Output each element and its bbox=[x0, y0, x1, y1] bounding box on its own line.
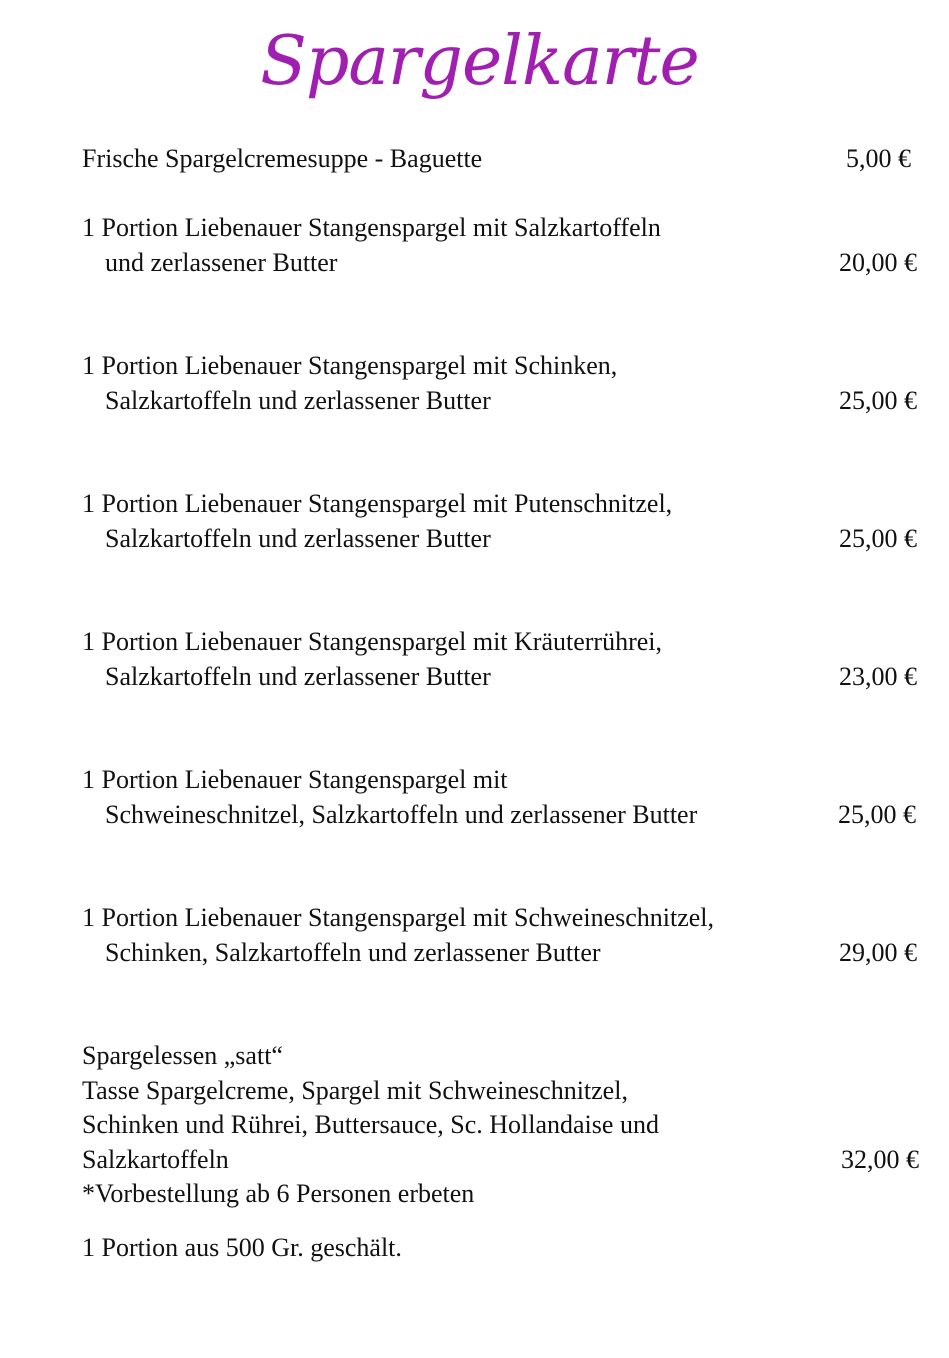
menu-item-2-line-2: Salzkartoffeln und zerlassener Butter bbox=[105, 386, 491, 415]
menu-item-soup-line: Frische Spargelcremesuppe - Baguette bbox=[82, 144, 483, 173]
menu-item-satt-heading: Spargelessen „satt“ bbox=[82, 1041, 283, 1070]
menu-item-satt-desc-1: Tasse Spargelcreme, Spargel mit Schweineschnitzel, bbox=[82, 1076, 628, 1105]
menu-item-4-line-1: 1 Portion Liebenauer Stangenspargel mit Kräuterrührei, bbox=[82, 627, 663, 656]
menu-item-2-price: 25,00 € bbox=[839, 386, 917, 415]
menu-item-5-price: 25,00 € bbox=[838, 800, 916, 829]
menu-item-4-line-2: Salzkartoffeln und zerlassener Butter bbox=[105, 662, 491, 691]
menu-item-soup-price: 5,00 € bbox=[846, 144, 911, 173]
menu-item-satt-price: 32,00 € bbox=[841, 1145, 919, 1174]
menu-item-3-price: 25,00 € bbox=[839, 524, 917, 553]
menu-title: Spargelkarte bbox=[260, 22, 699, 101]
menu-item-5-line-1: 1 Portion Liebenauer Stangenspargel mit bbox=[82, 765, 508, 794]
menu-item-satt-note: *Vorbestellung ab 6 Personen erbeten bbox=[82, 1179, 475, 1208]
menu-item-5-line-2: Schweineschnitzel, Salzkartoffeln und zerlassener Butter bbox=[105, 800, 698, 829]
menu-item-1-price: 20,00 € bbox=[839, 248, 917, 277]
menu-item-4-price: 23,00 € bbox=[839, 662, 917, 691]
menu-item-1-line-1: 1 Portion Liebenauer Stangenspargel mit Salzkartoffeln bbox=[82, 213, 661, 242]
menu-item-3-line-1: 1 Portion Liebenauer Stangenspargel mit Putenschnitzel, bbox=[82, 489, 673, 518]
menu-item-6-price: 29,00 € bbox=[839, 938, 917, 967]
menu-item-2-line-1: 1 Portion Liebenauer Stangenspargel mit Schinken, bbox=[82, 351, 618, 380]
menu-item-6-line-2: Schinken, Salzkartoffeln und zerlassener Butter bbox=[105, 938, 601, 967]
menu-item-3-line-2: Salzkartoffeln und zerlassener Butter bbox=[105, 524, 491, 553]
menu-item-6-line-1: 1 Portion Liebenauer Stangenspargel mit Schweineschnitzel, bbox=[82, 903, 715, 932]
portion-footnote: 1 Portion aus 500 Gr. geschält. bbox=[82, 1233, 402, 1262]
menu-item-satt-desc-2: Schinken und Rührei, Buttersauce, Sc. Hollandaise und bbox=[82, 1110, 659, 1139]
menu-item-satt-desc-3: Salzkartoffeln bbox=[82, 1145, 229, 1174]
menu-item-1-line-2: und zerlassener Butter bbox=[105, 248, 338, 277]
